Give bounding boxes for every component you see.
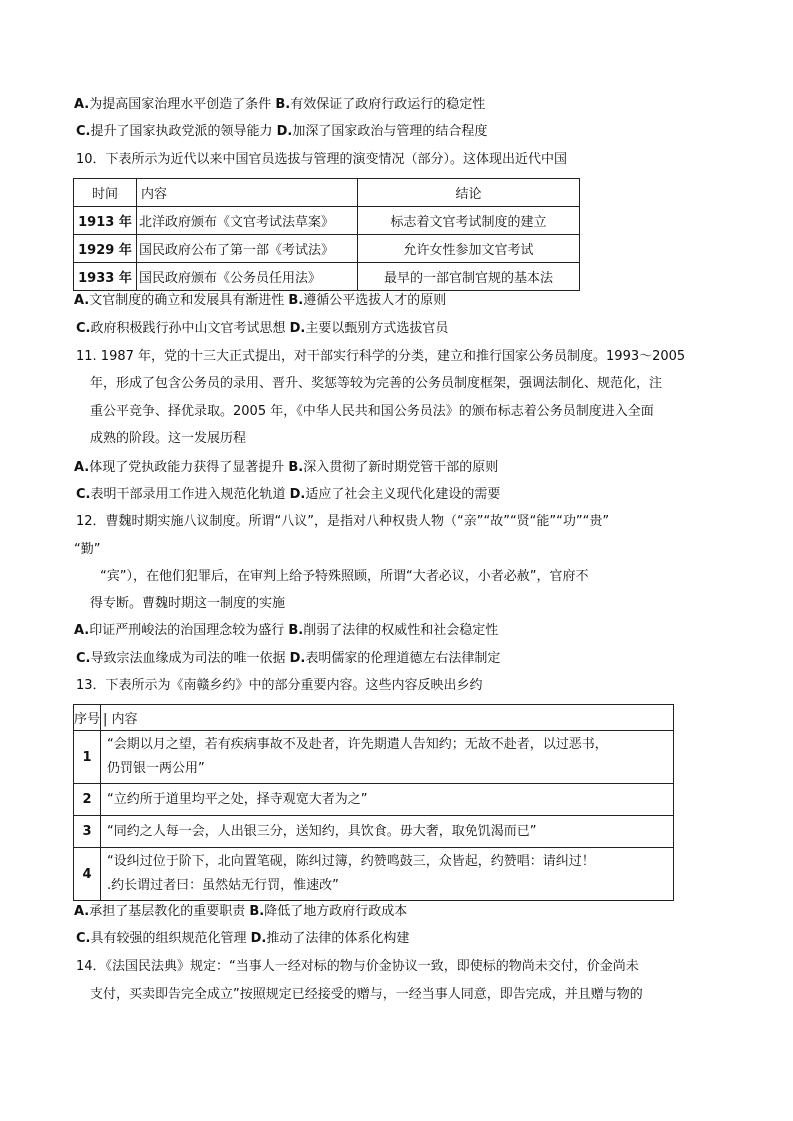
table-row bbox=[74, 731, 674, 784]
q11-option-line-cd: C.表明干部录用工作进入规范化轨道 D.适应了社会主义现代化建设的需要 bbox=[76, 487, 501, 502]
header-conclusion: 结论 bbox=[358, 179, 580, 207]
table-row bbox=[74, 816, 674, 848]
q10-table bbox=[73, 178, 580, 291]
cell-year: 1913 年 bbox=[74, 207, 137, 235]
header-time: 时间 bbox=[74, 179, 137, 207]
q10-stem: 10．下表所示为近代以来中国官员选拔与管理的演变情况（部分）。这体现出近代中国 bbox=[76, 152, 568, 167]
q13-option-line-cd: C.具有较强的组织规范化管理 D.推动了法律的体系化构建 bbox=[76, 931, 410, 946]
header-content: 内容 bbox=[137, 179, 358, 207]
cell-content: “会期以月之望，若有疾病事故不及赴者，许先期遣人告知约；无故不赴者，以过恶书， 仍罚银一两公用” bbox=[101, 731, 674, 784]
q9-option-line-ab: A.为提高国家治理水平创造了条件 B.有效保证了政府行政运行的稳定性 bbox=[74, 97, 486, 112]
q10-option-line-ab: A.文官制度的确立和发展具有渐进性 B.遵循公平选拔人才的原则 bbox=[74, 293, 447, 308]
q11-stem-line-3: 重公平竞争、择优录取。2005 年，《中华人民共和国公务员法》的颁布标志着公务员制度进入全面 bbox=[90, 404, 654, 419]
q13-stem: 13．下表所示为《南赣乡约》中的部分重要内容。这些内容反映出乡约 bbox=[76, 678, 483, 693]
q12-stem-line-4: 得专断。曹魏时期这一制度的实施 bbox=[90, 596, 286, 611]
q14-stem-line-2: 支付，买卖即告完全成立”按照规定已经接受的赠与，一经当事人同意，即告完成，并且赠与物的 bbox=[90, 987, 643, 1002]
cell-conclusion: 最早的一部官制官规的基本法 bbox=[358, 263, 580, 291]
table-row bbox=[74, 235, 580, 263]
table-row bbox=[74, 848, 674, 901]
header-number: 序号 bbox=[74, 705, 101, 731]
q11-stem-line-1: 11. 1987 年，党的十三大正式提出，对干部实行科学的分类，建立和推行国家公务员制度。1993～2005 bbox=[76, 349, 686, 364]
q12-stem-line-3: “宾”），在他们犯罪后，在审判上给予特殊照顾，所谓“大者必议，小者必赦”，官府不 bbox=[100, 569, 589, 584]
q13-table bbox=[73, 704, 674, 901]
cell-content: 北洋政府颁布《文官考试法草案》 bbox=[137, 207, 358, 235]
table-row bbox=[74, 263, 580, 291]
q12-option-line-cd: C.导致宗法血缘成为司法的唯一依据 D.表明儒家的伦理道德左右法律制定 bbox=[76, 651, 501, 666]
q9-option-line-cd: C.提升了国家执政党派的领导能力 D.加深了国家政治与管理的结合程度 bbox=[76, 124, 488, 139]
table-row bbox=[74, 784, 674, 816]
q13-option-line-ab: A.承担了基层教化的重要职责 B.降低了地方政府行政成本 bbox=[74, 904, 408, 919]
cell-number: 1 bbox=[74, 731, 101, 784]
cell-content: “立约所于道里均平之处，择寺观宽大者为之” bbox=[101, 784, 674, 816]
cell-number: 4 bbox=[74, 848, 101, 901]
header-content: | 内容 bbox=[101, 705, 674, 731]
cell-content: 国民政府颁布《公务员任用法》 bbox=[137, 263, 358, 291]
q12-option-line-ab: A.印证严刑峻法的治国理念较为盛行 B.削弱了法律的权威性和社会稳定性 bbox=[74, 623, 499, 638]
q10-option-line-cd: C.政府积极践行孙中山文官考试思想 D.主要以甄别方式选拔官员 bbox=[76, 321, 449, 336]
cell-year: 1929 年 bbox=[74, 235, 137, 263]
cell-year: 1933 年 bbox=[74, 263, 137, 291]
cell-conclusion: 标志着文官考试制度的建立 bbox=[358, 207, 580, 235]
q11-stem-line-2: 年，形成了包含公务员的录用、晋升、奖惩等较为完善的公务员制度框架，强调法制化、规范化，注 bbox=[90, 376, 663, 391]
q12-stem-line-2: “勤” bbox=[74, 542, 101, 557]
q14-stem-line-1: 14．《法国民法典》规定：“当事人一经对标的物与价金协议一致，即使标的物尚未交付，价金尚未 bbox=[76, 959, 639, 974]
q12-stem-line-1: 12．曹魏时期实施八议制度。所谓“八议”，是指对八种权贵人物（“亲”“故”“贤“能”“功”“贵” bbox=[76, 514, 610, 529]
cell-content: “同约之人每一会，人出银三分，送知约，具饮食。毋大奢，取免饥渴而已” bbox=[101, 816, 674, 848]
cell-number: 3 bbox=[74, 816, 101, 848]
cell-content: “设纠过位于阶下，北向置笔砚，陈纠过簿，约赞鸣鼓三，众皆起，约赞唱：请纠过！ .约长谓过者曰：虽然姑无行罚，惟速改” bbox=[101, 848, 674, 901]
cell-conclusion: 允许女性参加文官考试 bbox=[358, 235, 580, 263]
cell-number: 2 bbox=[74, 784, 101, 816]
q11-stem-line-4: 成熟的阶段。这一发展历程 bbox=[90, 431, 247, 446]
table-row bbox=[74, 207, 580, 235]
table-header-row bbox=[74, 705, 674, 731]
table-header-row bbox=[74, 179, 580, 207]
q11-option-line-ab: A.体现了党执政能力获得了显著提升 B.深入贯彻了新时期党管干部的原则 bbox=[74, 460, 499, 475]
cell-content: 国民政府公布了第一部《考试法》 bbox=[137, 235, 358, 263]
